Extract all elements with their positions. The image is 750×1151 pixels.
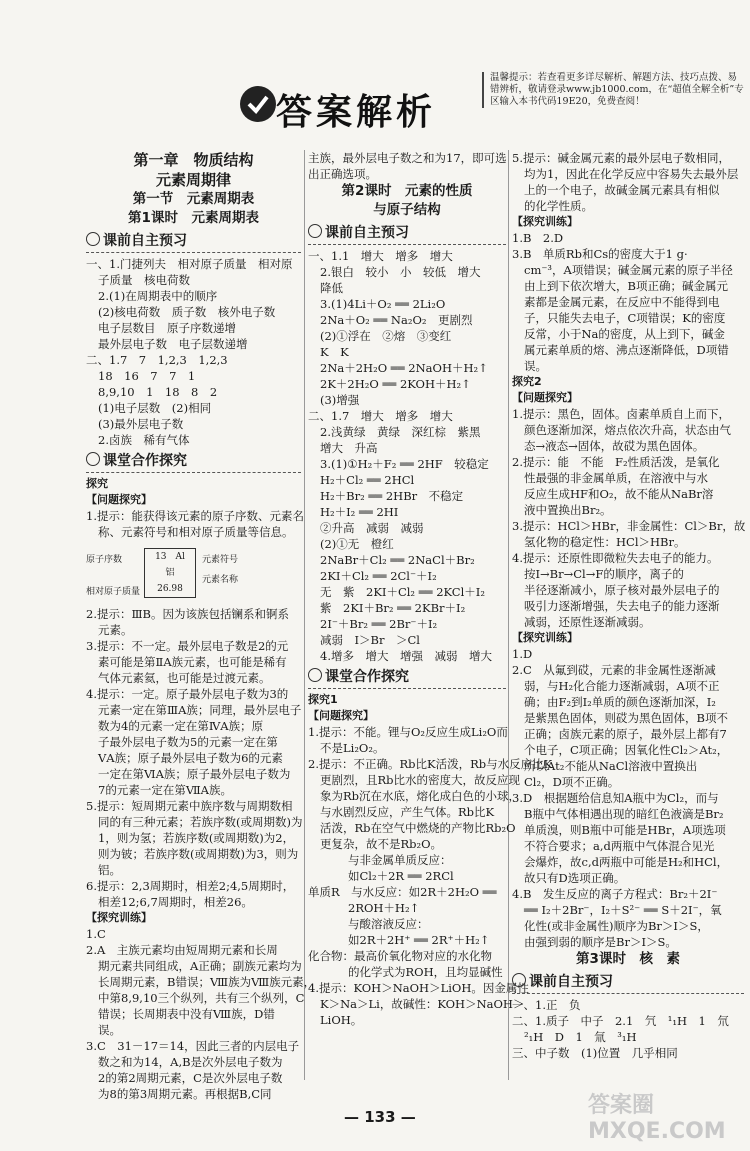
subheading: 【问题探究】 (512, 391, 578, 404)
text-line: 出正确选项。 (308, 167, 377, 181)
text-line: H₂＋Cl₂ ══ 2HCl (320, 473, 415, 487)
text-line: 活泼，Rb在空气中燃烧的产物比Rb₂O (320, 821, 516, 835)
text-line: 2I⁻＋Br₂ ══ 2Br⁻＋I₂ (320, 617, 438, 631)
text-line: (2)核电荷数 质子数 核外电子数 (98, 305, 276, 319)
text-line: (1)电子层数 (2)相同 (98, 401, 212, 415)
text-line: 3.C 31－17＝14，因此三者的内层电子 (86, 1039, 300, 1053)
tip-notice: 温馨提示：若查看更多详尽解析、解题方法、技巧点拨、易错辨析，敬请登录www.jb1000.com，在“超值全解全析”专区输入本书代码19E20，免费查阅！ (482, 72, 744, 108)
lesson-title: 第2课时 元素的性质 (341, 183, 473, 199)
subheading: 探究1 (308, 693, 338, 706)
text-line: 上的一个电子，故碱金属元素具有相似 (524, 183, 720, 197)
text-line: 2Na＋O₂ ══ Na₂O₂ 更剧烈 (320, 313, 473, 327)
text-line: 2.C 从氟到砹，元素的非金属性逐渐减 (512, 663, 716, 677)
text-line: 性最强的非金属单质，在溶液中与水 (524, 471, 708, 485)
text-line: (3)最外层电子数 (98, 417, 184, 431)
text-line: 二、1.质子 中子 2.1 氕 ¹₁H 1 氘 (512, 1014, 729, 1028)
text-line: 长周期元素，B错误；Ⅷ族为Ⅷ族元素， (98, 975, 316, 989)
text-line: (2)①无 橙红 (320, 537, 394, 551)
text-line: 4.增多 增大 增强 减弱 增大 (320, 649, 492, 663)
text-line: 数为4的元素一定在第ⅣA族；原 (98, 719, 264, 733)
text-line: 中第8,9,10三个纵列，共有三个纵列，C (98, 991, 305, 1005)
bulb-icon (308, 668, 322, 682)
column-3 (512, 150, 744, 1061)
chapter-title: 第一章 物质结构 (133, 151, 254, 169)
text-line: 液中置换出Br₂。 (524, 503, 612, 517)
text-line: 不是Li₂O₂。 (320, 741, 385, 755)
text-line: 二、1.7 增大 增多 增大 (308, 409, 453, 423)
text-line: 最外层电子数 电子层数递增 (98, 337, 248, 351)
text-line: 单质R 与水反应：如2R＋2H₂O ══ (308, 885, 497, 899)
text-line: 期元素共同组成，A正确；副族元素均为 (98, 959, 302, 973)
text-line: 元素。 (98, 623, 133, 637)
text-line: 个电子，C项正确；因氧化性Cl₂＞At₂， (524, 743, 729, 757)
text-line: 1.C (86, 927, 106, 941)
text-line: 4.B 发生反应的离子方程式：Br₂＋2I⁻ (512, 887, 718, 901)
text-line: 减弱 I＞Br ＞Cl (320, 633, 420, 647)
text-line: 7的元素一定在第ⅦA族。 (98, 783, 232, 797)
text-line: ²₁H D 1 氚 ³₁H (524, 1030, 637, 1044)
text-line: 6.提示：2,3周期时，相差2;4,5周期时， (86, 879, 295, 893)
subheading: 探究 (86, 477, 108, 490)
text-line: 子最外层电子数为5的元素一定在第 (98, 735, 278, 749)
text-line: 1.D (512, 647, 533, 661)
text-line: 2.提示：能 不能 F₂性质活泼，是氧化 (512, 455, 720, 469)
subheading: 【探究训练】 (512, 631, 578, 644)
text-line: 1，则为氢；若族序数(或周期数)为2， (98, 831, 295, 845)
text-line: 反常，小于Na的密度，从上到下，碱金 (524, 327, 725, 341)
element-name: 铝 (165, 568, 175, 578)
text-line: ⅤA族；原子最外层电子数为6的元素 (98, 751, 283, 765)
text-line: 一、1.正 负 (512, 998, 581, 1012)
text-line: cm⁻³，A项错误；碱金属元素的原子半径 (524, 263, 733, 277)
column-divider (508, 150, 509, 1080)
text-line: 3.(1)①H₂＋F₂ ══ 2HF 较稳定 (320, 457, 489, 471)
text-line: 元素一定在第ⅢA族；同理，最外层电子 (98, 703, 302, 717)
text-line: 会爆炸，故c,d两瓶中可能是H₂和HCl， (524, 855, 729, 869)
text-line: 无 紫 2KI＋Cl₂ ══ 2KCl＋I₂ (320, 585, 485, 599)
text-line: 的化学性质。 (524, 199, 593, 213)
text-line: 5.提示：短周期元素中族序数与周期数相 (86, 799, 293, 813)
text-line: 2.浅黄绿 黄绿 深红棕 紫黑 (320, 425, 481, 439)
text-line: 与非金属单质反应： (348, 853, 452, 867)
text-line: 紫 2KI＋Br₂ ══ 2KBr＋I₂ (320, 601, 466, 615)
text-line: 弱，与H₂化合能力逐渐减弱，A项不正 (524, 679, 720, 693)
text-line: 降低 (320, 281, 343, 295)
text-line: 吸引力逐渐增强，失去电子的能力逐渐 (524, 599, 720, 613)
band-heading: 课前自主预习 (308, 222, 506, 245)
page-title: 答案解析 (276, 92, 437, 133)
band-heading: 课堂合作探究 (308, 666, 506, 689)
text-line: 相差12;6,7周期时，相差26。 (98, 895, 253, 909)
diagram-label: 元素名称 (202, 575, 239, 585)
text-line: 数之和为14，A,B是次外层电子数为 (98, 1055, 283, 1069)
text-line: 一、1.门捷列夫 相对原子质量 相对原 (86, 257, 293, 271)
text-line: 半径逐渐减小，原子核对最外层电子的 (524, 583, 720, 597)
text-line: 3.提示：HCl＞HBr，非金属性：Cl＞Br，故 (512, 519, 746, 533)
text-line: LiOH。 (320, 1013, 363, 1027)
text-line: 4.提示：还原性即微粒失去电子的能力。 (512, 551, 719, 565)
element-symbol: 13 Al (155, 552, 185, 562)
text-line: H₂＋I₂ ══ 2HI (320, 505, 399, 519)
text-line: 由上到下依次增大，B项正确；碱金属元 (524, 279, 728, 293)
text-line: 3.B 单质Rb和Cs的密度大于1 g· (512, 247, 688, 261)
text-line: K＞Na＞Li，故碱性：KOH＞NaOH＞ (320, 997, 525, 1011)
subheading: 【探究训练】 (86, 911, 152, 924)
text-line: 与酸溶液反应： (348, 917, 429, 931)
text-line: Cl₂，D项不正确。 (524, 775, 620, 789)
text-line: K K (320, 345, 349, 359)
lesson-title: 第3课时 核 素 (576, 951, 680, 967)
text-line: 2NaBr＋Cl₂ ══ 2NaCl＋Br₂ (320, 553, 475, 567)
text-line: 2.(1)在周期表中的顺序 (98, 289, 218, 303)
text-line: 三、中子数 (1)位置 几乎相同 (512, 1046, 678, 1060)
diagram-label: 原子序数 (86, 555, 123, 565)
text-line: 反应生成HF和O₂，故不能从NaBr溶 (524, 487, 714, 501)
text-line: 如2R＋2H⁺ ══ 2R⁺＋H₂↑ (348, 933, 490, 947)
text-line: 子，只能失去电子，C项错误；K的密度 (524, 311, 726, 325)
text-line: 误。 (98, 1023, 121, 1037)
section-title: 第一节 元素周期表 (132, 191, 255, 207)
band-heading: 课前自主预习 (512, 971, 744, 994)
text-line: 的化学式为ROH，且均显碱性 (348, 965, 503, 979)
bulb-icon (86, 232, 100, 246)
text-line: 态→液态→固体，故砹为黑色固体。 (524, 439, 705, 453)
text-line: 化性(或非金属性)顺序为Br＞I＞S， (524, 919, 709, 933)
text-line: 3.D 根据题给信息知A瓶中为Cl₂，而与 (512, 791, 719, 805)
text-line: 2.提示：ⅢB。因为该族包括镧系和锕系 (86, 607, 290, 621)
text-line: (3)增强 (320, 393, 360, 407)
text-line: 主族，最外层电子数之和为17，即可选 (308, 151, 507, 165)
text-line: 子质量 核电荷数 (98, 273, 190, 287)
text-line: 素可能是第ⅡA族元素，也可能是稀有 (98, 655, 287, 669)
text-line: 3.提示：不一定。最外层电子数是2的元 (86, 639, 289, 653)
text-line: 一定在第ⅥA族；原子最外层电子数为 (98, 767, 291, 781)
lesson-subtitle: 与原子结构 (373, 202, 441, 218)
subheading: 探究2 (512, 375, 542, 388)
text-line: 4.提示：一定。原子最外层电子数为3的 (86, 687, 289, 701)
text-line: 称、元素符号和相对原子质量等信息。 (98, 525, 294, 539)
text-line: 属元素单质的熔、沸点逐渐降低，D项错 (524, 343, 729, 357)
text-line: 1.B 2.D (512, 231, 564, 245)
text-line: 化合物：最高价氧化物对应的水化物 (308, 949, 492, 963)
band-heading: 课前自主预习 (86, 230, 301, 253)
text-line: 3.(1)4Li＋O₂ ══ 2Li₂O (320, 297, 446, 311)
text-line: 均为1，因此在化学反应中容易失去最外层 (524, 167, 739, 181)
text-line: 则为铍；若族序数(或周期数)为3，则为 (98, 847, 299, 861)
band-heading: 课堂合作探究 (86, 450, 301, 473)
text-line: 增大 升高 (320, 441, 378, 455)
text-line: 所以At₂不能从NaCl溶液中置换出 (524, 759, 698, 773)
text-line: ②升高 减弱 减弱 (320, 521, 424, 535)
text-line: 4.提示：KOH＞NaOH＞LiOH。因金属性 (308, 981, 529, 995)
text-line: 2KI＋Cl₂ ══ 2Cl⁻＋I₂ (320, 569, 437, 583)
text-line: 2.A 主族元素均由短周期元素和长周 (86, 943, 278, 957)
text-line: 单质溴，则B瓶中可能是HBr，A项选项 (524, 823, 726, 837)
text-line: 18 16 7 7 1 (98, 369, 196, 383)
text-line: 电子层数目 原子序数递增 (98, 321, 236, 335)
text-line: (2)①浮在 ②熔 ③变红 (320, 329, 452, 343)
text-line: 错误；长周期表中没有Ⅷ族，D错 (98, 1007, 275, 1021)
text-line: 更复杂，故不是Rb₂O。 (320, 837, 443, 851)
element-box (144, 548, 196, 598)
column-1 (86, 150, 316, 1102)
subheading: 【探究训练】 (512, 215, 578, 228)
text-line: 由强到弱的顺序是Br＞I＞S。 (524, 935, 677, 949)
watermark-logo: 答案圈 MXQE.COM (588, 1093, 726, 1144)
text-line: 象为Rb沉在水底，熔化成白色的小球， (320, 789, 521, 803)
lesson-title: 第1课时 元素周期表 (128, 210, 259, 226)
diagram-label: 元素符号 (202, 555, 239, 565)
text-line: 误。 (524, 359, 547, 373)
text-line: 正确；卤族元素的原子，最外层上都有7 (524, 727, 727, 741)
chapter-subtitle: 元素周期律 (155, 171, 231, 189)
text-line: 2.卤族 稀有气体 (98, 433, 190, 447)
text-line: H₂＋Br₂ ══ 2HBr 不稳定 (320, 489, 464, 503)
text-line: 确；由F₂到I₂单质的颜色逐渐加深，I₂ (524, 695, 716, 709)
text-line: 2.银白 较小 小 较低 增大 (320, 265, 481, 279)
text-line: 2ROH＋H₂↑ (348, 901, 420, 915)
checkmark-icon (240, 86, 276, 122)
subheading: 【问题探究】 (308, 709, 374, 722)
text-line: B瓶中气体相遇出现的暗红色液滴是Br₂ (524, 807, 724, 821)
text-line: 2.提示：不正确。Rb比K活泼，Rb与水反应比K (308, 757, 553, 771)
text-line: 故只有D选项正确。 (524, 871, 626, 885)
text-line: 8,9,10 1 18 8 2 (98, 385, 218, 399)
text-line: 2Na＋2H₂O ══ 2NaOH＋H₂↑ (320, 361, 488, 375)
text-line: 1.提示：黑色，固体。卤素单质自上而下， (512, 407, 730, 421)
text-line: 氢化物的稳定性：HCl＞HBr。 (524, 535, 686, 549)
text-line: 同的有三种元素；若族序数(或周期数)为 (98, 815, 303, 829)
text-line: 一、1.1 增大 增多 增大 (308, 249, 453, 263)
diagram-label: 相对原子质量 (86, 587, 141, 597)
text-line: 1.提示：能获得该元素的原子序数、元素名 (86, 509, 304, 523)
text-line: 1.提示：不能。锂与O₂反应生成Li₂O而 (308, 725, 508, 739)
text-line: 如Cl₂＋2R ══ 2RCl (348, 869, 454, 883)
text-line: 不符合要求；a,d两瓶中气体混合见光 (524, 839, 715, 853)
column-divider (304, 150, 305, 1080)
text-line: 2的第2周期元素，C是次外层电子数 (98, 1071, 283, 1085)
text-line: 气体元素氦，也可能是过渡元素。 (98, 671, 271, 685)
element-mass: 26.98 (157, 584, 183, 594)
text-line: 铝。 (98, 863, 121, 877)
bulb-icon (86, 452, 100, 466)
page-number: — 133 — (344, 1108, 416, 1126)
text-line: 二、1.7 7 1,2,3 1,2,3 (86, 353, 228, 367)
element-cell-diagram (86, 542, 301, 604)
text-line: 更剧烈，且Rb比水的密度大，故反应现 (320, 773, 521, 787)
text-line: 按I→Br→Cl→F的顺序，离子的 (524, 567, 684, 581)
text-line: 5.提示：碱金属元素的最外层电子数相同， (512, 151, 730, 165)
text-line: 与水剧烈反应，产生气体。Rb比K (320, 805, 495, 819)
bulb-icon (308, 224, 322, 238)
text-line: ══ I₂＋2Br⁻，I₂＋S²⁻ ══ S＋2I⁻，氧 (524, 903, 722, 917)
text-line: 为8的第3周期元素。再根据B,C同 (98, 1087, 272, 1101)
text-line: 素都是金属元素，在反应中不能得到电 (524, 295, 720, 309)
text-line: 颜色逐渐加深，熔点依次升高，状态由气 (524, 423, 731, 437)
bulb-icon (512, 973, 526, 987)
text-line: 减弱，还原性逐渐减弱。 (524, 615, 651, 629)
text-line: 是紫黑色固体，则砹为黑色固体，B项不 (524, 711, 728, 725)
text-line: 2K＋2H₂O ══ 2KOH＋H₂↑ (320, 377, 471, 391)
subheading: 【问题探究】 (86, 493, 152, 506)
